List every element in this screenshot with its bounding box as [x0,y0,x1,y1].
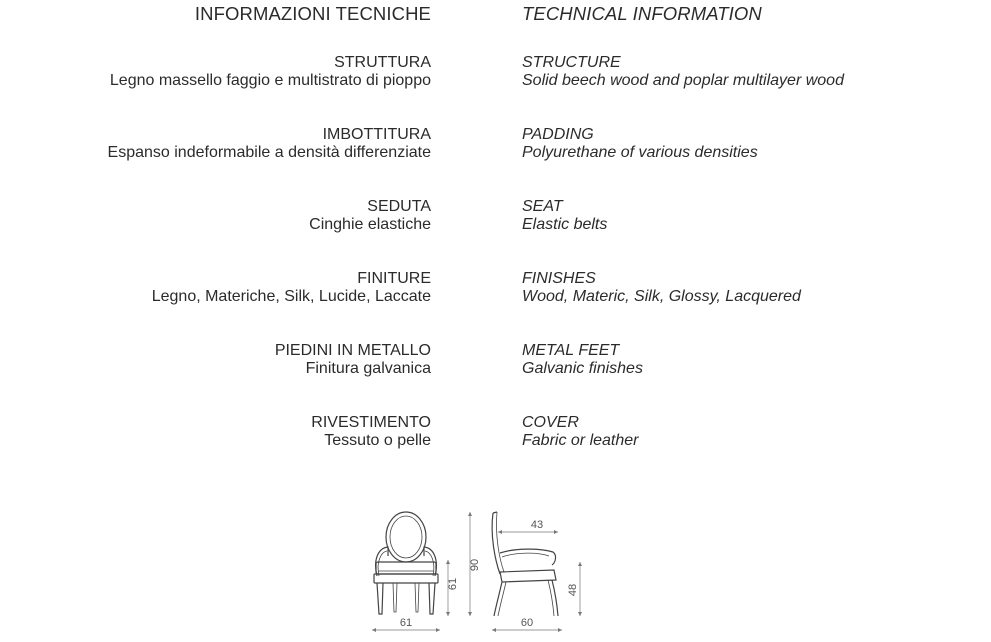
dim-front-arm-height: 61 [447,577,459,591]
spec-value: Tessuto o pelle [324,432,431,449]
chair-dimension-drawing [355,500,595,640]
spec-label: SEAT [522,198,563,215]
spec-label: PIEDINI IN METALLO [274,342,431,359]
spec-value: Legno massello faggio e multistrato di pioppo [109,72,431,89]
spec-seat-en [522,198,607,234]
spec-cover-it [311,414,431,450]
spec-value: Solid beech wood and poplar multilayer wood [522,72,844,89]
dim-seat-height: 48 [567,583,579,597]
spec-label: SEDUTA [367,198,431,215]
spec-finishes-it [152,270,431,306]
spec-value: Polyurethane of various densities [522,144,758,161]
spec-label: STRUTTURA [334,54,431,71]
spec-structure-it [110,54,431,90]
spec-value: Elastic belts [522,216,608,233]
spec-label: PADDING [522,126,594,143]
dim-total-height: 90 [469,558,481,572]
dim-front-width: 61 [399,617,413,629]
spec-label: RIVESTIMENTO [311,414,431,431]
spec-value: Espanso indeformabile a densità differenziate [107,144,431,161]
spec-label: STRUCTURE [522,54,621,71]
spec-value: Wood, Materic, Silk, Glossy, Lacquered [522,288,801,305]
spec-value: Finitura galvanica [305,360,431,377]
spec-label: FINITURE [357,270,431,287]
spec-seat-it [309,198,431,234]
dim-side-top-depth: 43 [530,519,544,531]
spec-structure-en [522,54,844,90]
spec-padding-it [108,126,431,162]
heading-italian: INFORMAZIONI TECNICHE [194,3,431,24]
dim-side-depth: 60 [520,617,534,629]
chair-side-view [492,512,558,616]
spec-value: Cinghie elastiche [309,216,431,233]
spec-label: COVER [522,414,579,431]
spec-value: Galvanic finishes [522,360,643,377]
spec-label: FINISHES [522,270,596,287]
spec-padding-en [522,126,758,162]
spec-cover-en [522,414,639,450]
spec-metal-feet-en [522,342,643,378]
spec-label: METAL FEET [522,342,620,359]
spec-metal-feet-it [275,342,431,378]
spec-value: Fabric or leather [522,432,639,449]
spec-label: IMBOTTITURA [322,126,431,143]
spec-value: Legno, Materiche, Silk, Lucide, Laccate [151,288,431,305]
chair-front-view [374,512,438,614]
spec-finishes-en [522,270,801,306]
heading-english: TECHNICAL INFORMATION [522,3,762,24]
